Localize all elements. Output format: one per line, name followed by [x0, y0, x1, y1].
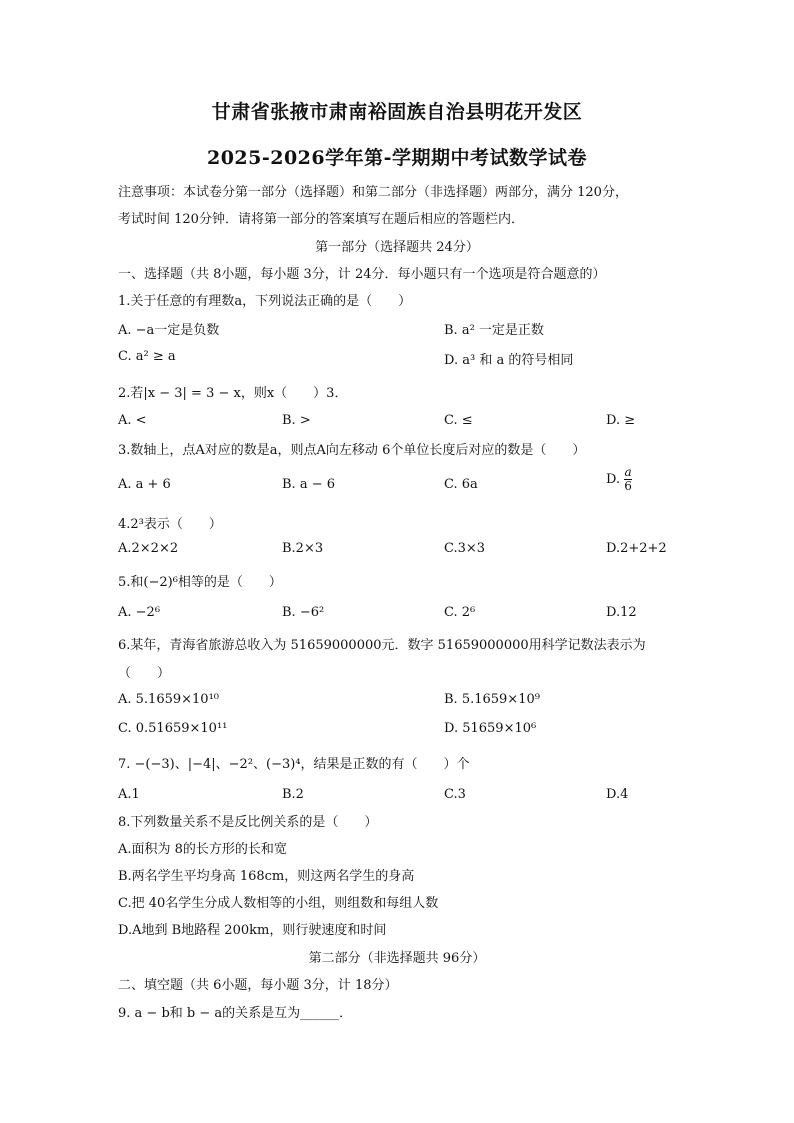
q6-option-c: C. 0.51659×10¹¹ — [118, 721, 228, 736]
q7-option-a: A.1 — [118, 787, 140, 802]
q5-option-c: C. 2⁶ — [444, 605, 476, 620]
q4-stem: 4.2³表示（ ） — [118, 517, 222, 532]
q1-option-d: D. a³ 和 a 的符号相同 — [444, 353, 574, 368]
q2-option-b: B. > — [282, 413, 311, 428]
q3-option-b: B. a − 6 — [282, 477, 335, 492]
q6-option-a: A. 5.1659×10¹⁰ — [118, 692, 219, 707]
q1-option-a: A. −a一定是负数 — [118, 323, 220, 338]
q8-option-a: A.面积为 8的长方形的长和宽 — [118, 842, 287, 857]
exam-title-line2: 2025-2026学年第-学期期中考试数学试卷 — [206, 147, 588, 169]
q5-stem: 5.和(−2)⁶相等的是（ ） — [118, 575, 282, 590]
q3-stem: 3.数轴上，点A对应的数是a，则点A向左移动 6个单位长度后对应的数是（ ） — [118, 443, 586, 458]
q3-option-d-fraction — [624, 466, 632, 493]
q8-stem: 8.下列数量关系不是反比例关系的是（ ） — [118, 815, 378, 830]
q1-option-c: C. a² ≥ a — [118, 349, 176, 364]
part2-section-heading: 二、填空题（共 6小题，每小题 3分，计 18分） — [118, 978, 398, 993]
q4-option-d: D.2+2+2 — [606, 541, 667, 556]
q6-option-b: B. 5.1659×10⁹ — [444, 692, 540, 707]
q2-option-a: A. < — [118, 413, 147, 428]
q9-stem: 9. a − b和 b − a的关系是互为______． — [118, 1006, 353, 1021]
part1-header: 第一部分（选择题共 24分） — [315, 240, 479, 255]
q6-option-d: D. 51659×10⁶ — [444, 721, 537, 736]
q7-option-d: D.4 — [606, 787, 629, 802]
exam-title-line1: 甘肃省张掖市肃南裕固族自治县明花开发区 — [211, 101, 583, 123]
q3-option-d-denominator: 6 — [624, 479, 632, 494]
notice-line2: 考试时间 120分钟．请将第一部分的答案填写在题后相应的答题栏内． — [118, 212, 524, 227]
q6-stem: 6.某年，青海省旅游总收入为 51659000000元．数字 51659000000用科学记数法表示为 — [118, 638, 646, 653]
q7-stem: 7. −(−3)、|−4|、−2²、(−3)⁴，结果是正数的有（ ）个 — [118, 757, 470, 772]
q3-option-d-numerator: a — [624, 465, 632, 479]
q4-option-a: A.2×2×2 — [118, 541, 179, 556]
q8-option-d: D.A地到 B地路程 200km，则行驶速度和时间 — [118, 923, 387, 938]
q8-option-c: C.把 40名学生分成人数相等的小组，则组数和每组人数 — [118, 896, 439, 911]
q1-option-b: B. a² 一定是正数 — [444, 323, 544, 338]
q3-option-d — [606, 466, 632, 493]
q7-option-b: B.2 — [282, 787, 304, 802]
q6-stem-bracket: （ ） — [118, 666, 171, 681]
notice-line1: 注意事项：本试卷分第一部分（选择题）和第二部分（非选择题）两部分，满分 120分， — [118, 185, 628, 200]
q5-option-a: A. −2⁶ — [118, 605, 161, 620]
q4-option-c: C.3×3 — [444, 541, 486, 556]
q1-stem: 1.关于任意的有理数a，下列说法正确的是（ ） — [118, 294, 412, 309]
q7-option-c: C.3 — [444, 787, 466, 802]
q3-option-d-label: D. — [606, 472, 621, 488]
q2-option-c: C. ≤ — [444, 413, 473, 428]
part1-section-heading: 一、选择题（共 8小题，每小题 3分，计 24分．每小题只有一个选项是符合题意的） — [118, 267, 606, 282]
q5-option-b: B. −6² — [282, 605, 325, 620]
q3-option-a: A. a + 6 — [118, 477, 171, 492]
part2-header: 第二部分（非选择题共 96分） — [308, 951, 486, 966]
q5-option-d: D.12 — [606, 605, 637, 620]
q2-option-d: D. ≥ — [606, 413, 636, 428]
q8-option-b: B.两名学生平均身高 168cm，则这两名学生的身高 — [118, 869, 415, 884]
q3-option-c: C. 6a — [444, 477, 478, 492]
q4-option-b: B.2×3 — [282, 541, 324, 556]
q2-stem: 2.若|x − 3| = 3 − x，则x（ ）3． — [118, 386, 348, 401]
